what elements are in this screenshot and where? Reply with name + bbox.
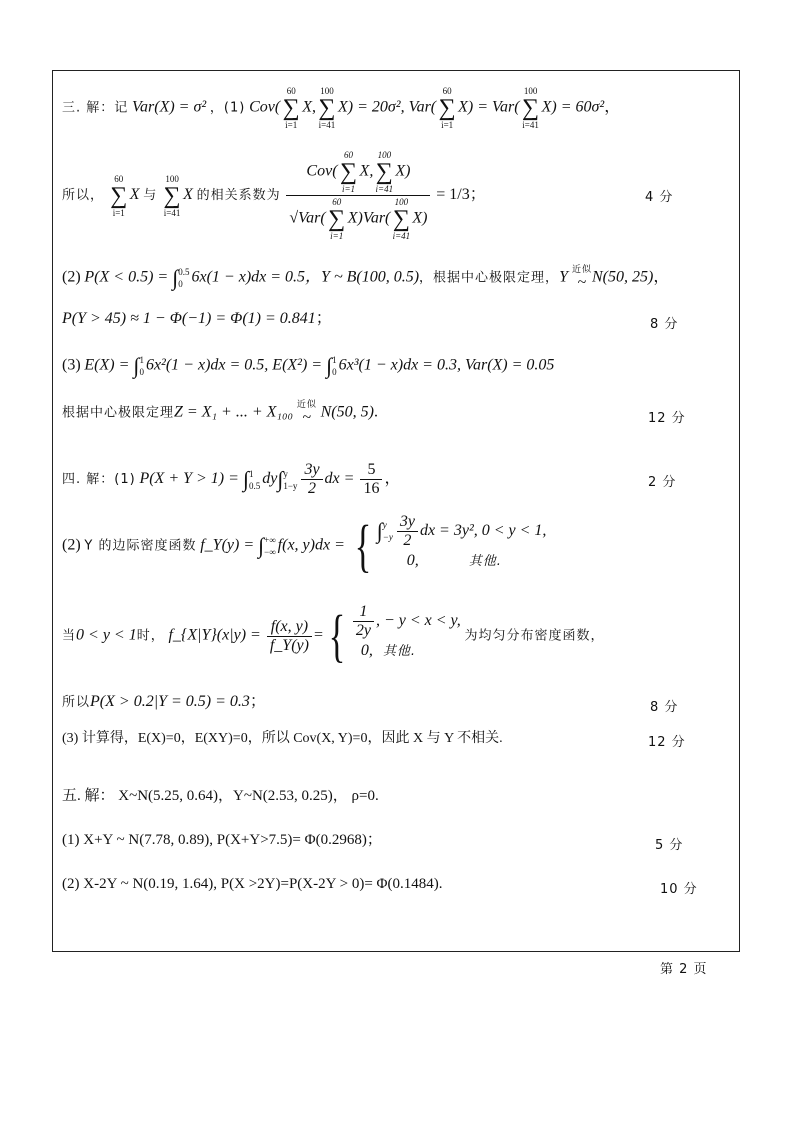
score-s3-1: 4 分 <box>645 190 674 205</box>
sum-symbol: 100 ∑ i=41 <box>522 86 540 130</box>
s3-line5: (3) E(X) = ∫ 1 0 6x²(1 − x)dx = 0.5, E(X²) = ∫ 1 0 6x³(1 − x)dx = 0.3, Var(X) = 0.05 <box>62 353 555 378</box>
score-s4-3: 12 分 <box>648 735 686 750</box>
sum-symbol: 60 ∑ i=1 <box>282 86 300 130</box>
score-s4-2: 8 分 <box>650 700 679 715</box>
integral-icon: ∫ <box>277 466 284 492</box>
sum-symbol: 60 ∑ i=1 <box>110 173 128 218</box>
score-s3-3: 12 分 <box>648 411 686 426</box>
score-s5-1: 5 分 <box>655 838 684 853</box>
page-number: 第 2 页 <box>660 962 708 977</box>
s5-line1: 五. 解： X~N(5.25, 0.64)，Y~N(2.53, 0.25)， ρ=0. <box>62 788 379 804</box>
sqrt-icon: √ <box>289 209 299 227</box>
s3-line2: 所以， 60 ∑ i=1 X 与 100 ∑ i=41 X 的相关系数为 Cov( 60 ∑ i=1 X, 100 ∑ i=41 X) √Var( 60 ∑ i=1 X)Var( 100 ∑ i=41 X) = 1/3； <box>62 150 486 241</box>
integral-icon: ∫ <box>258 533 265 558</box>
s5-line3: (2) X-2Y ~ N(0.19, 1.64), P(X >2Y)=P(X-2Y > 0)= Φ(0.1484). <box>62 876 443 892</box>
s4-line5: (3) 计算得，E(X)=0，E(XY)=0，所以 Cov(X, Y)=0，因此 X 与 Y 不相关. <box>62 731 503 746</box>
normal-approx: P(Y > 45) ≈ 1 − Φ(−1) = Φ(1) = 0.841 <box>62 310 316 327</box>
s3-var-def: Var(X) = σ² <box>132 98 207 116</box>
left-brace-icon: { <box>354 513 372 578</box>
integral-icon: ∫ <box>133 353 140 378</box>
s4-line4: 所以P(X > 0.2|Y = 0.5) = 0.3； <box>62 693 266 710</box>
s4-line3: 当0 < y < 1时， f_{X|Y}(x|y) = $\frac{f(x, y)}{f\_Y(y)}$ ={ $\frac{1}{2y}$ , − y < x < y, 0, 其他. 为均匀分布密度函数， <box>62 602 605 668</box>
s3-line6: 根据中心极限定理Z = X₁ + ... + X₁₀₀ 近似 ~ N(50, 5). <box>62 400 378 426</box>
integral-icon: ∫ <box>172 265 179 290</box>
s3-line4: P(Y > 45) ≈ 1 − Φ(−1) = Φ(1) = 0.841； <box>62 310 332 327</box>
sum-symbol: 100 ∑ i=41 <box>318 86 336 130</box>
score-s5-2: 10 分 <box>660 882 698 897</box>
score-s4-1: 2 分 <box>648 475 677 490</box>
sum-symbol: 60 ∑ i=1 <box>438 86 456 130</box>
integral-icon: ∫ <box>242 466 249 492</box>
s4-line2: (2) Y 的边际密度函数 f_Y(y) = ∫ +∞ −∞ f(x, y)dx = { ∫ y −y $\frac{3y}{2}$ dx = 3y², 0 < y < 1, 0, 其他. <box>62 512 547 578</box>
score-s3-2: 8 分 <box>650 317 679 332</box>
s4-line1: 四. 解：(1) P(X + Y > 1) = ∫ 1 0.5 dy∫ y 1−y $\frac{3y}{2}$ dx = $\frac{5}{16}$ ， <box>62 461 401 497</box>
s3-part1: ，(1) <box>209 100 246 116</box>
s3-line3: (2) P(X < 0.5) = ∫ 0.5 0 6x(1 − x)dx = 0.5，Y ~ B(100, 0.5)，根据中心极限定理，Y 近似 ~ N(50, 25)， <box>62 265 670 291</box>
correlation-fraction: Cov( 60 ∑ i=1 X, 100 ∑ i=41 X) √Var( 60 ∑ i=1 X)Var( 100 ∑ i=41 X) <box>286 150 430 241</box>
sum-symbol: 100 ∑ i=41 <box>163 173 181 218</box>
s5-line2: (1) X+Y ~ N(7.78, 0.89), P(X+Y>7.5)= Φ(0.2968)； <box>62 832 382 848</box>
s3-heading: 三. 解：记 <box>62 100 129 116</box>
integral-icon: ∫ <box>326 353 333 378</box>
s3-line1: 三. 解：记 Var(X) = σ² ，(1) Cov( 60 ∑ i=1 X, 100 ∑ i=41 X) = 20σ², Var( 60 ∑ i=1 X) = Var( 100 ∑ i=41 X) = 60σ²， <box>62 86 621 130</box>
correlation-result: = 1/3 <box>436 185 470 203</box>
left-brace-icon: { <box>328 603 346 668</box>
